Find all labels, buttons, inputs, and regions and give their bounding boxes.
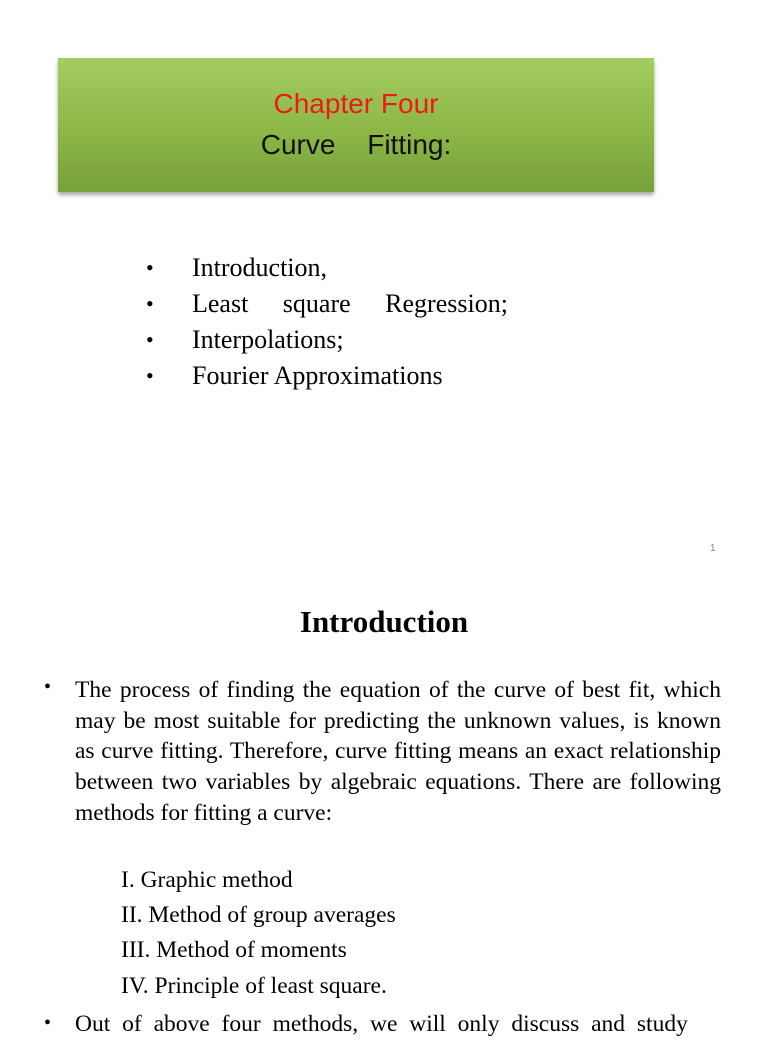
page-number: 1 xyxy=(710,543,716,554)
title-banner xyxy=(58,58,654,192)
method-item: II. Method of group averages xyxy=(121,902,396,929)
method-item: III. Method of moments xyxy=(121,937,347,964)
bullet-icon: • xyxy=(146,291,154,316)
topic-label: Least square Regression; xyxy=(192,289,508,318)
section-heading: Introduction xyxy=(299,604,469,639)
topic-label: Introduction, xyxy=(192,253,328,282)
bullet-icon: • xyxy=(146,255,154,280)
method-list xyxy=(121,865,396,1006)
method-item: IV. Principle of least square. xyxy=(121,972,387,999)
bullet-icon: • xyxy=(44,1012,52,1034)
chapter-subtitle: Curve Fitting: xyxy=(260,129,452,160)
topic-label: Interpolations; xyxy=(192,325,344,354)
topic-label: Fourier Approximations xyxy=(192,361,443,390)
bullet-icon: • xyxy=(146,327,154,352)
second-paragraph: Out of above four methods, we will only discuss and study xyxy=(75,1011,688,1037)
method-item: I. Graphic method xyxy=(121,867,293,893)
chapter-title: Chapter Four xyxy=(273,88,439,119)
slide-2 xyxy=(0,572,768,1037)
bullet-icon: • xyxy=(44,676,52,698)
bullet-icon: • xyxy=(146,363,154,388)
intro-paragraph: The process of finding the equation of the curve of best fit, which may be most suitable for predicting the unknown values, is known as curve fitting. Therefore, curve fitting means an exact relationship between two variables by algebraic equations. There are following methods for fitting a curve: xyxy=(75,677,721,826)
